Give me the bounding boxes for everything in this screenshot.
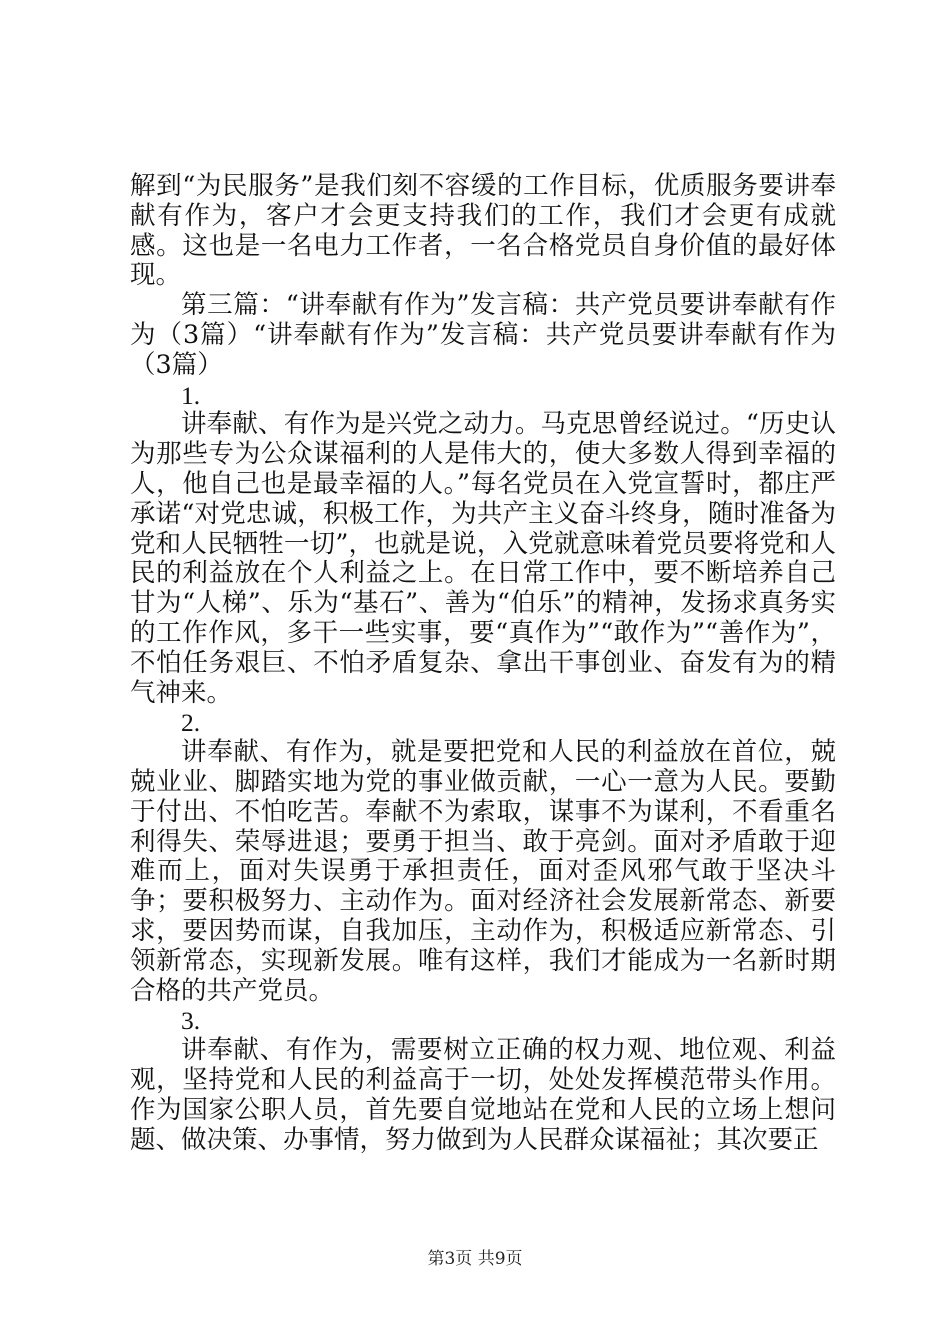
section-heading: 第三篇：“讲奉献有作为”发言稿：共产党员要讲奉献有作为（3篇）“讲奉献有作为”发言稿：共产党员要讲奉献有作为（3篇）	[130, 290, 836, 380]
page-footer	[0, 1244, 950, 1269]
paragraph-item-3: 讲奉献、有作为，需要树立正确的权力观、地位观、利益观，坚持党和人民的利益高于一切，处处发挥模范带头作用。作为国家公职人员，首先要自觉地站在党和人民的立场上想问题、做决策、办事情，努力做到为人民群众谋福祉；其次要正	[130, 1035, 836, 1155]
paragraph-item-2: 讲奉献、有作为，就是要把党和人民的利益放在首位，兢兢业业、脚踏实地为党的事业做贡献，一心一意为人民。要勤于付出、不怕吃苦。奉献不为索取，谋事不为谋利，不看重名利得失、荣辱进退；要勇于担当、敢于亮剑。面对矛盾敢于迎难而上，面对失误勇于承担责任，面对歪风邪气敢于坚决斗争；要积极努力、主动作为。面对经济社会发展新常态、新要求，要因势而谋，自我加压，主动作为，积极适应新常态、引领新常态，实现新发展。唯有这样，我们才能成为一名新时期合格的共产党员。	[130, 737, 836, 1006]
item-number-3: 3.	[181, 1006, 201, 1036]
paragraph-item-1: 讲奉献、有作为是兴党之动力。马克思曾经说过。“历史认为那些专为公众谋福利的人是伟大的，使大多数人得到幸福的人，他自己也是最幸福的人。”每名党员在入党宣誓时，都庄严承诺“对党忠诚，积极工作，为共产主义奋斗终身，随时准备为党和人民牺牲一切”，也就是说，入党就意味着党员要将党和人民的利益放在个人利益之上。在日常工作中，要不断培养自己甘为“人梯”、乐为“基石”、善为“伯乐”的精神，发扬求真务实的工作作风，多干一些实事，要“真作为”“敢作为”“善作为”，不怕任务艰巨、不怕矛盾复杂、拿出干事创业、奋发有为的精气神来。	[130, 409, 836, 708]
item-number-2: 2.	[181, 708, 201, 738]
paragraph-continuation: 解到“为民服务”是我们刻不容缓的工作目标，优质服务要讲奉献有作为，客户才会更支持我们的工作，我们才会更有成就感。这也是一名电力工作者，一名合格党员自身价值的最好体现。	[130, 171, 836, 291]
page-number-label: 第3页 共9页	[427, 1249, 523, 1269]
item-number-1: 1.	[181, 380, 201, 410]
document-body	[130, 172, 836, 1155]
